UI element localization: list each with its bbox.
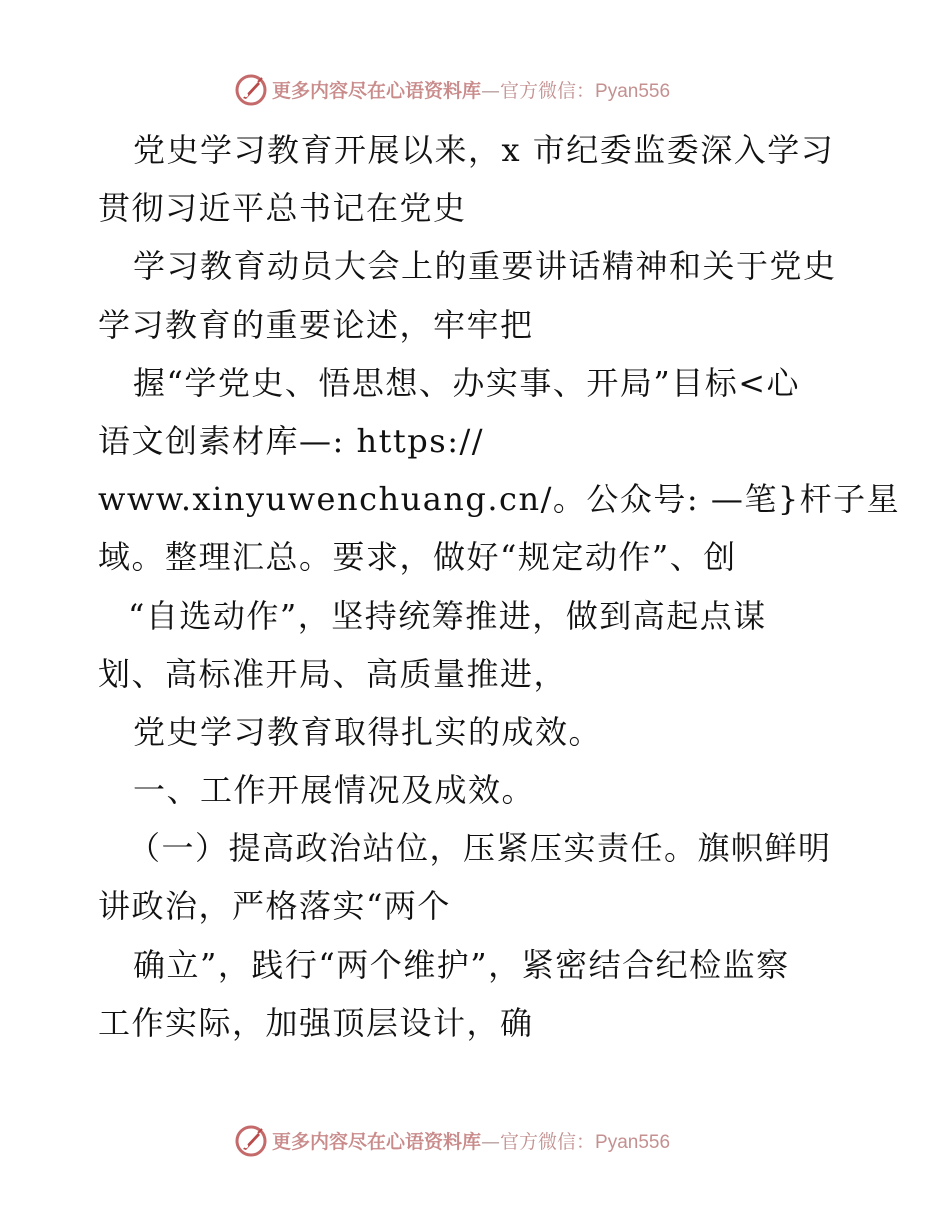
banner-wechat-label: 官方微信： bbox=[500, 1131, 596, 1153]
banner-wechat-label: 官方微信： bbox=[500, 80, 596, 102]
document-body bbox=[98, 121, 901, 1052]
section-heading: 一、工作开展情况及成效。 bbox=[133, 771, 536, 810]
banner-brand: 更多内容尽在心语资料库 bbox=[272, 80, 482, 102]
text-line: 握“学党史、悟思想、办实事、开局”目标<心 bbox=[133, 363, 801, 402]
text-line: 党史学习教育开展以来，x 市纪委监委深入学习 bbox=[133, 131, 835, 169]
banner-separator: — bbox=[481, 1131, 501, 1153]
text-line: 贯彻习近平总书记在党史 bbox=[98, 189, 467, 228]
text-line: 工作实际，加强顶层设计，确 bbox=[98, 1003, 534, 1042]
header-banner bbox=[0, 70, 950, 110]
banner-text bbox=[272, 1129, 670, 1155]
text-line: www.xinyuwenchuang.cn/。公众号: —笔}杆子星 bbox=[98, 480, 901, 519]
text-line: （一）提高政治站位，压紧压实责任。旗帜鲜明 bbox=[128, 829, 832, 868]
footer-banner bbox=[0, 1121, 950, 1161]
banner-text bbox=[272, 78, 670, 104]
banner-wechat-id: Pyan556 bbox=[595, 1132, 671, 1153]
text-line: 学习教育的重要论述，牢牢把 bbox=[98, 305, 534, 344]
text-line: “自选动作”，坚持统筹推进，做到高起点谋 bbox=[128, 596, 767, 635]
text-line: 党史学习教育取得扎实的成效。 bbox=[133, 712, 603, 751]
banner-brand: 更多内容尽在心语资料库 bbox=[272, 1131, 482, 1153]
quill-pen-logo-icon bbox=[234, 73, 268, 107]
banner-separator: — bbox=[481, 80, 501, 102]
text-line: 域。整理汇总。要求，做好“规定动作”、创 bbox=[98, 538, 737, 577]
text-line: 确立”，践行“两个维护”，紧密结合纪检监察 bbox=[133, 945, 790, 984]
text-line: 语文创素材库—: https:// bbox=[98, 421, 485, 460]
text-line: 学习教育动员大会上的重要讲话精神和关于党史 bbox=[133, 247, 837, 286]
text-line: 讲政治，严格落实“两个 bbox=[98, 887, 451, 926]
banner-wechat-id: Pyan556 bbox=[595, 81, 671, 102]
quill-pen-logo-icon bbox=[234, 1124, 268, 1158]
text-line: 划、高标准开局、高质量推进， bbox=[98, 654, 568, 693]
